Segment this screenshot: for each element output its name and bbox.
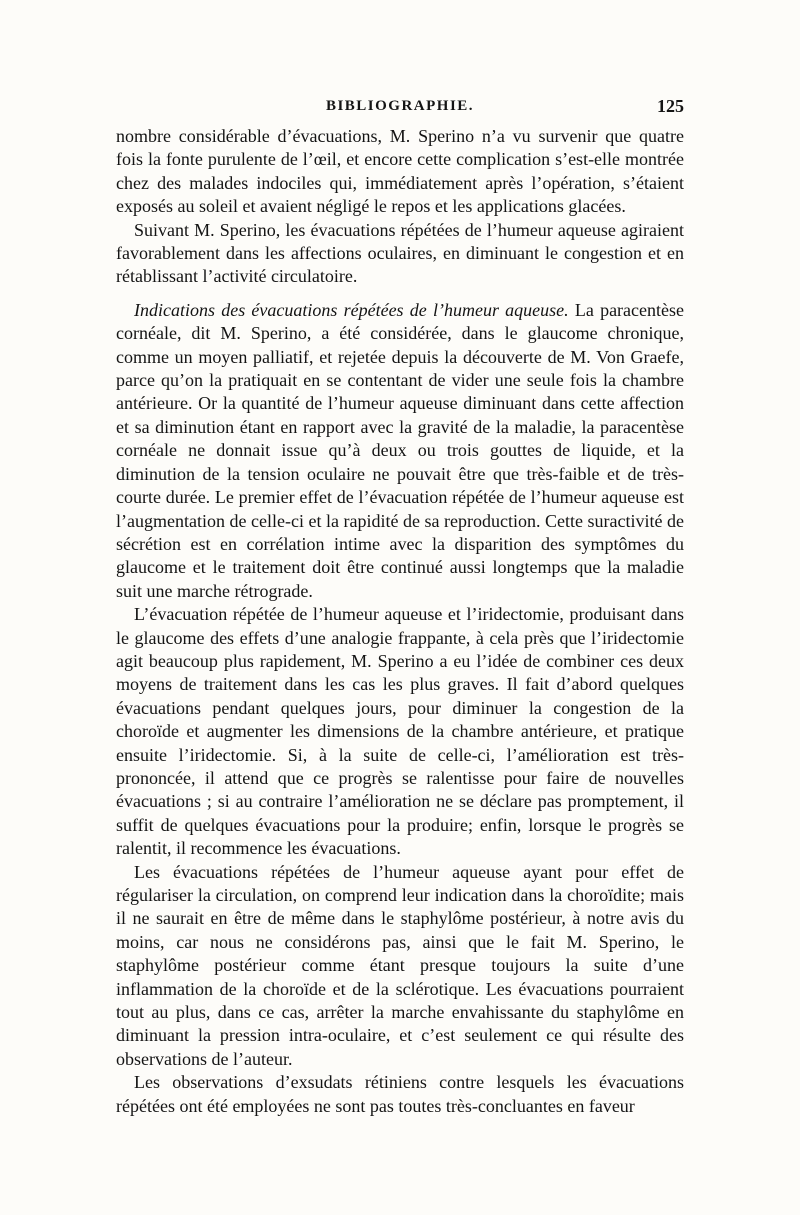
- section-heading: Indications des évacuations répétées de l’humeur aqueuse.: [134, 299, 569, 320]
- body-text: [116, 125, 684, 1118]
- page-number: 125: [657, 96, 684, 116]
- paragraph-4: L’évacuation répétée de l’humeur aqueuse et l’iridectomie, produisant dans le glaucome des effets d’une analogie frappante, à cela près que l’iridectomie agit beaucoup plus rapidement, M. Sperino a eu l’idée de combiner ces deux moyens de traitement dans les cas les plus graves. Il fait d’abord quelques évacuations pendant quelques jours, pour diminuer la congestion de la choroïde et augmenter les dimensions de la chambre antérieure, et pratique ensuite l’iridectomie. Si, à la suite de celle-ci, l’amélioration est très-prononcée, il attend que ce progrès se ralentisse pour faire de nouvelles évacuations ; si au contraire l’amélioration ne se déclare pas promptement, il suffit de quelques évacuations pour la produire; enfin, lorsque le progrès se ralentit, il recommence les évacuations.: [116, 604, 684, 859]
- paragraph-3-text: La paracentèse cornéale, dit M. Sperino, a été considérée, dans le glaucome chronique, comme un moyen palliatif, et rejetée depuis la découverte de M. Von Graefe, parce qu’on la pratiquait en se contentant de vider une seule fois la chambre antérieure. Or la quantité de l’humeur aqueuse diminuant dans cette affection et sa diminution étant en rapport avec la gravité de la maladie, la paracentèse cornéale ne donnait issue qu’à deux ou trois gouttes de liquide, et la diminution de la tension oculaire ne pouvait être que très-faible et de très-courte durée. Le premier effet de l’évacuation répétée de l’humeur aqueuse est l’augmentation de celle-ci et la rapidité de sa reproduction. Cette suractivité de sécrétion est en corrélation intime avec la disparition des symptômes du glaucome et le traitement doit être continué aussi longtemps que la maladie suit une marche rétrograde.: [116, 299, 684, 601]
- paragraph-5: Les évacuations répétées de l’humeur aqueuse ayant pour effet de régulariser la circulation, on comprend leur indication dans la choroïdite; mais il ne saurait en être de même dans le staphylôme postérieur, à notre avis du moins, car nous ne considérons pas, ainsi que le fait M. Sperino, le staphylôme postérieur comme étant presque toujours la suite d’une inflammation de la choroïde et de la sclérotique. Les évacuations pourraient tout au plus, dans ce cas, arrêter la marche envahissante du staphylôme en diminuant la pression intra-oculaire, et c’est seulement ce qui résulte des observations de l’auteur.: [116, 861, 684, 1069]
- running-title: BIBLIOGRAPHIE.: [325, 98, 475, 114]
- paragraph-6: Les observations d’exsudats rétiniens contre lesquels les évacuations répétées ont été employées ne sont pas toutes très-concluantes en faveur: [116, 1072, 684, 1116]
- paragraph-1: nombre considérable d’évacuations, M. Sperino n’a vu survenir que quatre fois la fonte purulente de l’œil, et encore cette complication s’est-elle montrée chez des malades indociles qui, immédiatement après l’opération, s’étaient exposés au soleil et avaient négligé le repos et les applications glacées.: [116, 126, 684, 217]
- page-header: [116, 98, 684, 122]
- paragraph-2: Suivant M. Sperino, les évacuations répétées de l’humeur aqueuse agiraient favorablement dans les affections oculaires, en diminuant le congestion et en rétablissant l’activité circulatoire.: [116, 219, 684, 287]
- paragraph-3: [116, 299, 684, 603]
